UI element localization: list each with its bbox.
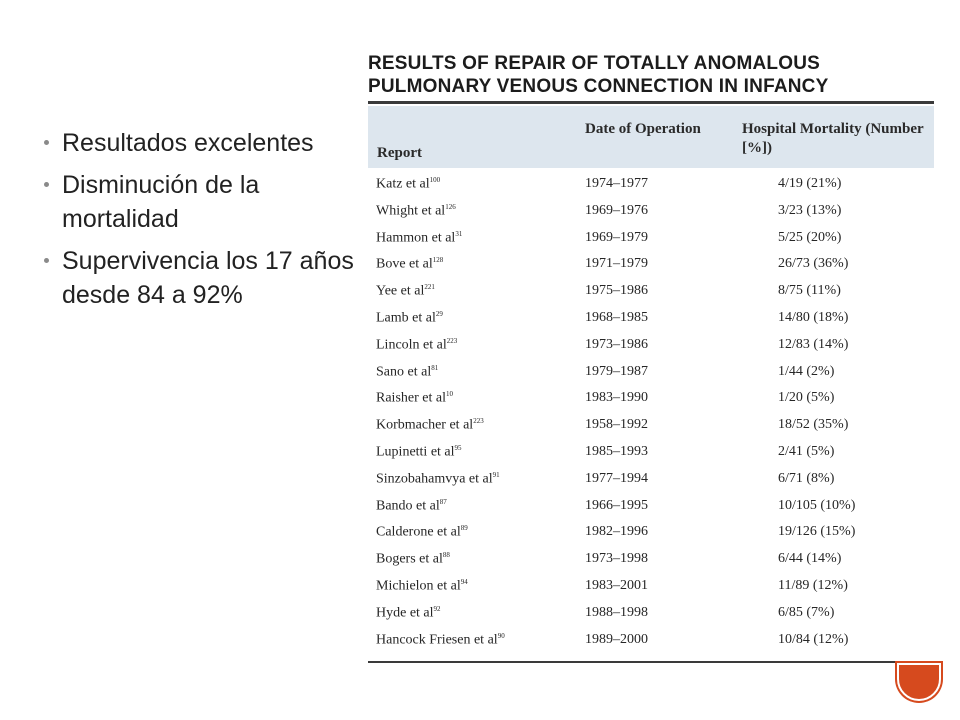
- cell-report: [376, 390, 453, 407]
- cell-date: 1971–1979: [585, 256, 648, 272]
- cell-reference: 92: [433, 604, 441, 613]
- table-row: [368, 199, 934, 226]
- cell-mortality: 12/83 (14%): [778, 336, 849, 352]
- cell-report: [376, 444, 462, 461]
- cell-report: [376, 283, 435, 300]
- bullet-text: Disminución de la mortalidad: [62, 171, 260, 233]
- cell-mortality: 19/126 (15%): [778, 524, 856, 540]
- cell-report-text: Hyde et al: [376, 605, 434, 621]
- bullet-item: [44, 168, 364, 236]
- cell-reference: 88: [442, 551, 450, 560]
- cell-date: 1979–1987: [585, 363, 648, 379]
- cell-report: [376, 471, 500, 488]
- table-row: [368, 467, 934, 494]
- cell-date: 1989–2000: [585, 631, 648, 647]
- bullet-list: [44, 126, 364, 320]
- bullet-text: Supervivencia los 17 años desde 84 a 92%: [62, 247, 354, 309]
- cell-mortality: 6/71 (8%): [778, 470, 835, 486]
- cell-report-text: Katz et al: [376, 176, 430, 192]
- cell-report-text: Michielon et al: [376, 578, 461, 594]
- cell-reference: 100: [429, 176, 441, 184]
- table-row: [368, 252, 934, 279]
- cell-reference: 221: [424, 283, 435, 292]
- cell-mortality: 3/23 (13%): [778, 202, 842, 218]
- cell-report: [376, 230, 462, 247]
- cell-reference: 87: [439, 497, 447, 506]
- cell-report-text: Yee et al: [376, 283, 425, 299]
- table-row: [368, 360, 934, 387]
- cell-mortality: 1/20 (5%): [778, 390, 835, 406]
- table-bottom-rule: [368, 661, 934, 663]
- cell-mortality: 10/105 (10%): [778, 497, 856, 513]
- cell-report: [376, 551, 450, 568]
- table-title-line: RESULTS OF REPAIR OF TOTALLY ANOMALOUS: [368, 53, 821, 74]
- table-row: [368, 520, 934, 547]
- table-title-line: PULMONARY VENOUS CONNECTION IN INFANCY: [368, 76, 829, 97]
- cell-date: 1968–1985: [585, 309, 648, 325]
- table-body: [368, 172, 934, 654]
- cell-report-text: Raisher et al: [376, 391, 446, 407]
- cell-report: [376, 176, 440, 193]
- cell-report: [376, 605, 441, 622]
- cell-date: 1983–2001: [585, 577, 648, 593]
- cell-reference: 31: [455, 229, 463, 238]
- cell-report-text: Bogers et al: [376, 551, 443, 567]
- cell-report-text: Bove et al: [376, 257, 433, 273]
- table-row: [368, 226, 934, 253]
- cell-report-text: Lincoln et al: [376, 337, 447, 353]
- bullet-item: [44, 126, 364, 160]
- cell-mortality: 14/80 (18%): [778, 309, 849, 325]
- cell-reference: 223: [446, 336, 458, 345]
- cell-report: [376, 337, 457, 354]
- cell-date: 1988–1998: [585, 604, 648, 620]
- cell-reference: 89: [460, 524, 468, 533]
- cell-reference: 223: [473, 417, 484, 426]
- page-number-badge: [897, 663, 941, 701]
- cell-report-text: Lupinetti et al: [376, 444, 455, 460]
- table-row: [368, 601, 934, 628]
- cell-date: 1958–1992: [585, 417, 648, 433]
- table-row: [368, 440, 934, 467]
- cell-reference: 90: [497, 631, 505, 640]
- cell-mortality: 26/73 (36%): [778, 256, 849, 272]
- cell-reference: 81: [431, 363, 439, 372]
- bullet-text: Resultados excelentes: [62, 129, 314, 157]
- cell-report: [376, 417, 484, 434]
- cell-report-text: Hancock Friesen et al: [376, 632, 498, 648]
- table-row: [368, 547, 934, 574]
- header-mortality: Hospital Mortality (Number [%]): [742, 121, 924, 156]
- cell-reference: 126: [445, 202, 456, 211]
- cell-report-text: Whight et al: [376, 203, 446, 219]
- cell-report-text: Korbmacher et al: [376, 417, 474, 433]
- cell-reference: 91: [492, 470, 500, 479]
- cell-date: 1969–1979: [585, 229, 648, 245]
- table-row: [368, 413, 934, 440]
- header-report: Report: [377, 145, 422, 161]
- cell-date: 1973–1998: [585, 551, 648, 567]
- cell-report-text: Hammon et al: [376, 230, 456, 246]
- cell-report-text: Calderone et al: [376, 525, 461, 541]
- cell-date: 1977–1994: [585, 470, 648, 486]
- cell-mortality: 18/52 (35%): [778, 417, 849, 433]
- cell-date: 1966–1995: [585, 497, 648, 513]
- cell-reference: 94: [460, 577, 468, 586]
- table-row: [368, 279, 934, 306]
- cell-mortality: 4/19 (21%): [778, 176, 842, 191]
- cell-mortality: 6/44 (14%): [778, 551, 842, 567]
- cell-report: [376, 632, 505, 649]
- table-top-rule: [368, 101, 934, 104]
- cell-date: 1973–1986: [585, 336, 648, 352]
- cell-report: [376, 524, 468, 541]
- table-title: [368, 52, 938, 98]
- table-row: [368, 574, 934, 601]
- table-row: [368, 306, 934, 333]
- bullet-dot-icon: [44, 182, 49, 187]
- table-row: [368, 386, 934, 413]
- cell-reference: 29: [435, 309, 443, 318]
- table-row: [368, 172, 934, 199]
- cell-reference: 10: [445, 390, 453, 399]
- cell-mortality: 6/85 (7%): [778, 604, 835, 620]
- cell-reference: 95: [454, 443, 462, 452]
- cell-report-text: Sano et al: [376, 364, 432, 380]
- bullet-dot-icon: [44, 140, 49, 145]
- cell-report: [376, 256, 443, 273]
- cell-report: [376, 498, 447, 515]
- cell-mortality: 10/84 (12%): [778, 631, 849, 647]
- table-row: [368, 494, 934, 521]
- cell-report-text: Bando et al: [376, 498, 440, 514]
- cell-date: 1974–1977: [585, 176, 648, 191]
- cell-date: 1969–1976: [585, 202, 648, 218]
- cell-reference: 128: [432, 256, 444, 265]
- header-date: Date of Operation: [585, 121, 701, 137]
- bullet-dot-icon: [44, 258, 49, 263]
- cell-report: [376, 203, 456, 220]
- cell-report-text: Lamb et al: [376, 310, 436, 326]
- cell-date: 1985–1993: [585, 443, 648, 459]
- cell-date: 1982–1996: [585, 524, 648, 540]
- cell-mortality: 8/75 (11%): [778, 283, 841, 299]
- cell-report-text: Sinzobahamvya et al: [376, 471, 493, 487]
- cell-date: 1975–1986: [585, 283, 648, 299]
- bullet-item: [44, 244, 364, 312]
- cell-report: [376, 364, 438, 381]
- cell-report: [376, 310, 443, 327]
- table-row: [368, 628, 934, 655]
- cell-mortality: 11/89 (12%): [778, 577, 848, 593]
- cell-mortality: 1/44 (2%): [778, 363, 835, 379]
- cell-date: 1983–1990: [585, 390, 648, 406]
- table-row: [368, 333, 934, 360]
- cell-mortality: 2/41 (5%): [778, 443, 835, 459]
- cell-mortality: 5/25 (20%): [778, 229, 842, 245]
- cell-report: [376, 578, 468, 595]
